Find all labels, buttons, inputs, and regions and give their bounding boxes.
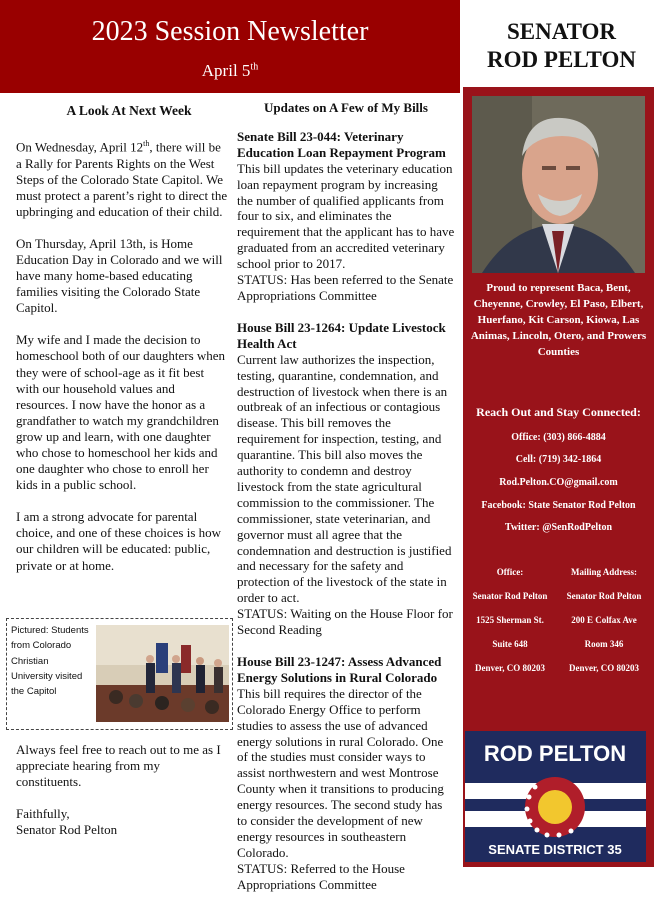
rally-sup: th xyxy=(143,139,150,149)
rally-text-b: , there will be a Rally for Parents Rights on the West Steps of the Colorado State Capitol. We must protect a parent’s right to direct the upbringing and education of their child. xyxy=(16,139,228,219)
logo-bottom-text: SENATE DISTRICT 35 xyxy=(488,842,622,857)
bill-body: This bill requires the director of the Colorado Energy Office to perform studies to assess the use of advanced energy solutions in rural Colorado. One of the studies must consider ways to assist northwestern and west Montrose County when it transitions to producing energy resources. The second study has to consider the development of new energy resources in southeastern Colorado. xyxy=(237,685,444,860)
paragraph: I am a strong advocate for parental choice, and one of these choices is how our children will be educated: public, private or at home. xyxy=(16,509,222,573)
date-text: April 5 xyxy=(201,61,251,80)
mailing-address xyxy=(559,560,649,680)
paragraph: Always feel free to reach out to me as I appreciate hearing from my constituents. xyxy=(16,742,221,789)
closing-line: Faithfully, xyxy=(16,806,70,821)
senator-title: SENATOR xyxy=(506,19,617,44)
bill-item xyxy=(237,654,455,893)
date-suffix: th xyxy=(250,61,259,73)
bill-status: STATUS: Referred to the House Appropriations Committee xyxy=(237,860,405,892)
bill-item xyxy=(237,320,455,638)
bill-status: STATUS: Waiting on the House Floor for Second Reading xyxy=(237,606,453,638)
newsletter-banner xyxy=(0,0,460,93)
mailing-line: 200 E Colfax Ave xyxy=(571,615,637,625)
office-phone: Office: (303) 866-4884 xyxy=(511,432,606,443)
office-line: 1525 Sherman St. xyxy=(476,615,544,625)
sidebar xyxy=(463,87,654,867)
mailing-line: Senator Rod Pelton xyxy=(566,591,642,601)
office-heading: Office: xyxy=(496,567,524,577)
senator-name xyxy=(463,0,660,87)
bill-body: This bill updates the veterinary education loan repayment program by increasing the number of qualified applicants from four to six, and eliminates the requirement that the applicant has to have graduated from an accredited veterinary school prior to 2017. xyxy=(237,160,455,272)
bill-title: House Bill 23-1247: Assess Advanced Energy Solutions in Rural Colorado xyxy=(237,654,442,685)
mailing-line: Denver, CO 80203 xyxy=(569,663,639,673)
logo-top-text: ROD PELTON xyxy=(483,741,627,766)
photo-caption: Pictured: Students from Colorado Christian University visited the Capitol xyxy=(11,625,89,698)
signature-name: Senator Rod Pelton xyxy=(16,822,118,837)
rally-text-a: On Wednesday, April 12 xyxy=(16,139,144,155)
look-ahead-heading: A Look At Next Week xyxy=(66,103,192,118)
office-address xyxy=(465,560,555,680)
email-address[interactable]: Rod.Pelton.CO@gmail.com xyxy=(499,477,618,488)
look-ahead-column xyxy=(16,103,228,590)
bill-updates-column xyxy=(237,100,455,909)
bill-item xyxy=(237,129,455,304)
mailing-heading: Mailing Address: xyxy=(570,567,638,577)
office-line: Suite 648 xyxy=(492,639,528,649)
paragraph: My wife and I made the decision to homeschool both of our daughters when they were of school-age as it fit best with our household values and resources. I now have the honor as a grandfather to watch my grandchildren grow up and learn, with one daughter who chose to homeschool her kids and one daughter who chose to enroll her kids in a public school. xyxy=(16,332,226,493)
bill-status: STATUS: Has been referred to the Senate Appropriations Committee xyxy=(237,272,454,303)
bills-heading: Updates on A Few of My Bills xyxy=(264,100,428,115)
photo-box xyxy=(6,618,233,730)
students-photo xyxy=(96,625,229,722)
paragraph xyxy=(16,136,228,220)
represented-counties: Proud to represent Baca, Bent, Cheyenne, Crowley, El Paso, Elbert, Huerfano, Kit Carson, Kiowa, Las Animas, Lincoln, Otero, and Prowers Counties xyxy=(470,282,647,358)
closing-column xyxy=(16,742,228,838)
mailing-line: Room 346 xyxy=(584,639,624,649)
bill-body: Current law authorizes the inspection, testing, quarantine, condemnation, and destruction of livestock when there is an outbreak of an infectious or contagious disease. This bill removes the requirement for inspection, testing, and quarantine. This bill also moves the authority to condemn and destroy livestock from the state agricultural commission to the commissioner. The commissioner, state veterinarian, and governor must all agree that the condemnation and destruction is justified and necessary for the safety and protection of the livestock of the state in order to act. xyxy=(237,351,452,606)
bill-title: Senate Bill 23-044: Veterinary Education Loan Repayment Program xyxy=(237,128,446,160)
facebook-link[interactable]: Facebook: State Senator Rod Pelton xyxy=(481,500,636,511)
paragraph: On Thursday, April 13th, is Home Education Day in Colorado and we will have many home-based educating families visiting the Colorado State Capitol. xyxy=(16,235,223,316)
office-line: Denver, CO 80203 xyxy=(475,663,545,673)
reach-out-heading: Reach Out and Stay Connected: xyxy=(476,405,641,419)
bill-title: House Bill 23-1264: Update Livestock Health Act xyxy=(237,319,446,351)
campaign-logo xyxy=(465,731,646,862)
cell-phone: Cell: (719) 342-1864 xyxy=(515,454,602,465)
newsletter-date xyxy=(0,61,460,81)
office-line: Senator Rod Pelton xyxy=(472,591,548,601)
twitter-link[interactable]: Twitter: @SenRodPelton xyxy=(504,522,613,533)
senator-fullname: ROD PELTON xyxy=(487,47,636,72)
senator-portrait xyxy=(472,96,645,273)
newsletter-title: 2023 Session Newsletter xyxy=(91,16,369,47)
